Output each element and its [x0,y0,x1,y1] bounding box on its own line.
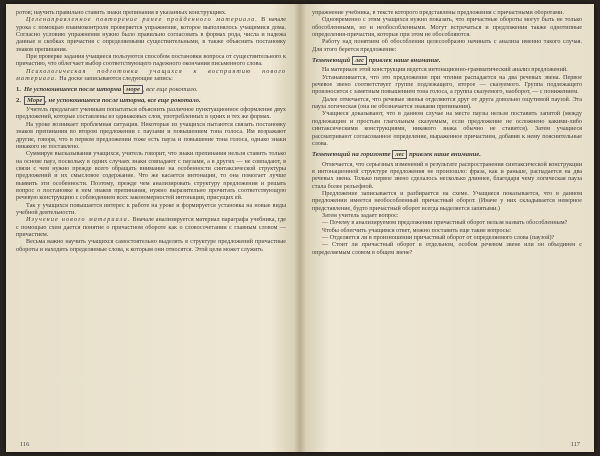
paragraph: Затем учитель задает вопрос: [322,212,399,219]
book-spread [6,4,594,452]
paragraph: Так у учащихся повышается интерес к работе на уроке и формируется установка на новые виды учебной деятельности. [16,202,286,216]
example-sentence-1: 1. Не успокоившееся после шторма море , все еще рокотало. [16,86,198,94]
paragraph: Предложение записывается и разбирается на схеме. Учащиеся показывается, что в данном предложении имеется необособленный причастный оборот. (Иначе у них складывается неверное представление, будто причастный оборот всегда выделяется запятыми.) [312,190,582,212]
paragraph: На материале этой конструкции ведется интонационно-грамматический анализ предложений. [322,67,568,74]
paragraph: Чтобы облегчить учащимся ответ, можно поставить еще такие вопросы: [322,227,512,234]
spaced-heading: Психологическая подготовка учащихся к восприятию нового материала. [16,68,286,83]
paragraph: — Отделяется ли в произношении причастный оборот от определяемого слова (паузой)? [322,234,555,241]
paragraph: Учащиеся доказывают, что в данном случае на месте паузы нельзя поставить запятой (между подлежащим и простым глагольным сказуемым, если предложение не осложнено какими-либо синтаксическими конструкциями, никакого знака обычно не ставится). Затем учащиеся рассматривают согласованное определение, выраженное причастием, добавив к нему пояснительные слова. [312,111,582,147]
paragraph: Психологическая подготовка учащихся к восприятию нового материала. На доске записываются следующие запись: [16,68,286,83]
example-sentence-1: Теменеющий лес привлек наше внимание. [312,57,441,65]
paragraph: Учитель предлагает ученикам попытаться объяснить различное пунктуационное оформление двух предложений, которые составлены из одинаковых слов, употребленных в одних и тех же формах. [16,107,286,121]
paragraph: Суммируя высказывания учащихся, учитель говорит, что знаки препинания нельзя ставить только на основе пауз, поскольку в одних случаях знаки совпадают с паузами, а в других — не совпадают, в связи с чем нужно прежде всего обращать внимание на особенности синтаксической структуры предложений и их смысловое содержание. Что же касается интонации, то она помогает лучше выявить эти особенности. Поэтому, прежде чем анализировать структуру предложения и решать вопрос о постановке в нем знаков препинания, нужно выразительно прочитать соответствующую речевую конструкцию с соблюдением всех закономерностей интонации, присущих ей. [16,151,286,202]
page-number-right: 117 [570,441,580,448]
example-sentence-2: 2. Море , не успокоившееся после шторма, все еще рокотало. [16,96,201,104]
paragraph: — Стоит ли причастный оборот в отдельном, особом речевом звене или он объединен с определяемым словом в общем звене? [312,242,582,256]
paragraph: На уроке возникает проблемная ситуация. Некоторые из учащихся пытаются связать постановку знаков препинания во втором предложении с паузами и повышением тона голоса. Им возражают другие, говоря, что в первом предложении тоже есть пауза и повышение тона голоса, однако знаки никакого не поставлено. [16,121,286,150]
left-page [16,10,286,446]
paragraph: Весьма важно научить учащихся самостоятельно выделять в структуре предложений причастные обороты и находить определяемые слова, к которым они относятся. Этой цели может служить [16,239,286,253]
paragraph: ротов; научить правильно ставить знаки препинания в указанных конструкциях. [16,10,227,16]
spaced-heading: Целенаправленное повторение ранее пройденного материала. [26,17,258,24]
paragraph: упражнение учебника, в тексте которого представлены предложения с причастными оборотами. [312,10,564,16]
paragraph: Изучение нового материала. Вначале анализируется материал параграфа учебника, где с помощью схем дается понятие о причастном обороте как о словосочетании с главным словом — причастием. [16,217,286,238]
boxed-word: лес [392,150,407,159]
paragraph: Одновременно с этим учащихся нужно показать, что причастные обороты могут быть не только обособленными, но и необособленными. Могут встречаться и предложения также однотипные определения-причастия, которые при этом не обособляются. [312,17,582,39]
example-sentence-2: Теменеющий на горизонте лес привлек наше внимание. [312,151,481,159]
boxed-word: море [123,85,143,94]
boxed-word: Море [24,96,45,105]
boxed-word: лес [352,56,367,65]
paragraph: При проверке задания учащиеся пользуются способом постановки вопроса от существительного к причастию, что облегчает выбор соответствующего падежного окончания письменного слова. [16,54,286,68]
right-page [312,10,582,446]
spaced-heading: Изучение нового материала. [26,217,131,224]
paragraph: Целенаправленное повторение ранее пройденного материала. В начале урока с помощью взаимоконтроля проверяется упражнение, которое выполнялось учащимися дома. Согласно условию упражнения нужно было правильно согласовать в формах рода, числа и падежа данные в скобках причастия с определяемыми существительными, в также объяснить постановку знаков препинания. [16,17,286,53]
page-number-left: 116 [20,441,30,448]
paragraph: Работу над понятием об обособлении целесообразно начинать с анализа именно такого случая. Для этого берется предложение: [312,39,582,53]
paragraph: Отмечается, что серьезных изменений в результате распространения синтаксической конструкции в интонационной структуре предложения не произошло: фраза, как и раньше, распадается на два речевых звена. Только первое звено сделалось несколько длиннее, благодаря чему логическая пауза стала более рельефной. [312,161,582,190]
paragraph: Устанавливается, что это предложение при чтении распадается на два речевых звена. Первое речевое звено соответствует группе подлежащего, второе — сказуемого. Группа подлежащего произносится с заметным повышением тона голоса, а группа сказуемого, наоборот, — с понижением. [312,74,582,96]
paragraph: Далее отмечается, что речевые звенья отделяются друг от друга довольно ощутимой паузой. Эта пауза логическая (она не обозначается знаками препинания). [312,96,582,111]
paragraph: — Почему в анализируемом предложении причастный оборот нельзя назвать обособленным? [322,220,568,227]
